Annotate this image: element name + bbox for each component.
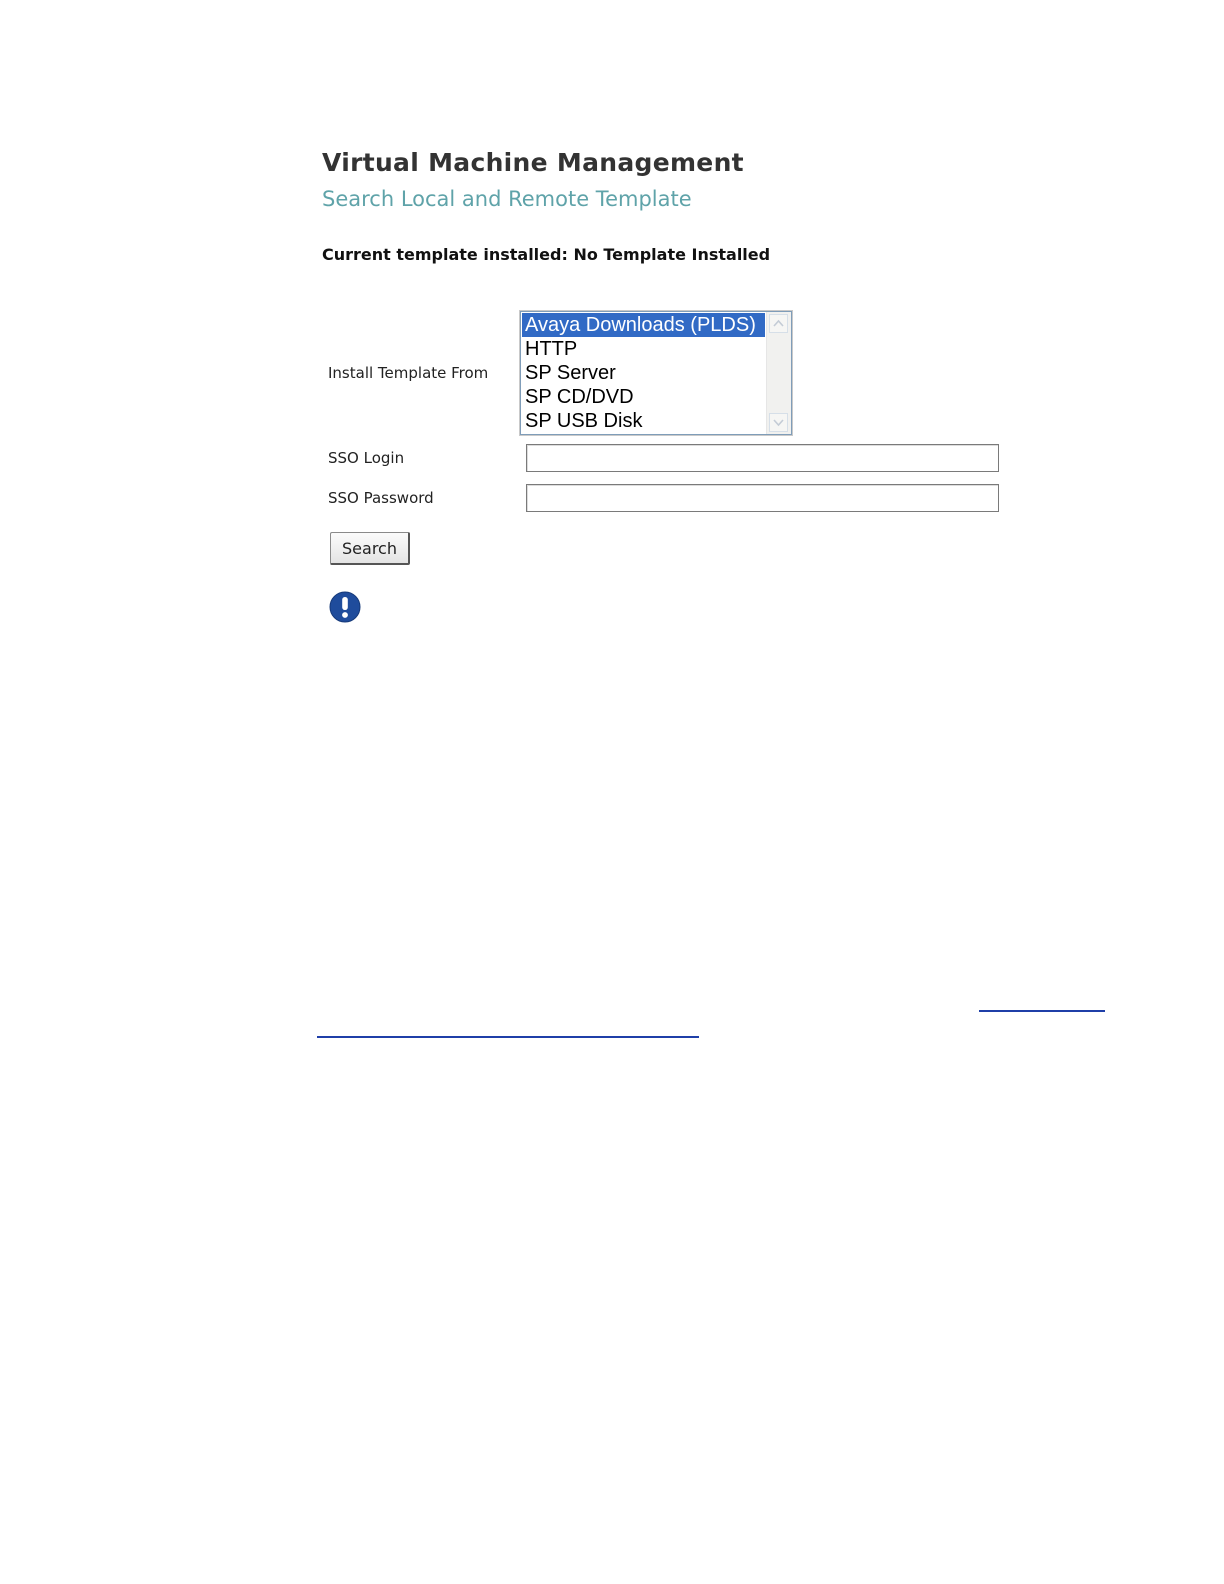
vm-management-panel: [318, 142, 1002, 642]
option-avaya-downloads[interactable]: Avaya Downloads (PLDS): [522, 313, 765, 337]
install-source-listbox[interactable]: [520, 311, 792, 435]
sso-login-label: SSO Login: [328, 449, 405, 467]
option-sp-server[interactable]: SP Server: [525, 362, 616, 384]
install-template-from-label: Install Template From: [328, 364, 489, 382]
install-source-options: [522, 313, 765, 433]
scroll-up-button[interactable]: [769, 314, 788, 333]
link-underline-segment[interactable]: [979, 1010, 1105, 1012]
sso-password-label: SSO Password: [328, 489, 434, 507]
page-title: Virtual Machine Management: [322, 148, 744, 177]
option-sp-cd-dvd[interactable]: SP CD/DVD: [525, 386, 634, 408]
chevron-up-icon: [770, 315, 787, 332]
sso-password-input[interactable]: [526, 484, 999, 512]
search-button[interactable]: Search: [330, 532, 410, 565]
sso-login-input[interactable]: [526, 444, 999, 472]
listbox-scrollbar[interactable]: [766, 312, 791, 434]
current-template-status: Current template installed: No Template Installed: [322, 245, 771, 264]
link-underline-segment[interactable]: [317, 1036, 699, 1038]
page-subtitle: Search Local and Remote Template: [322, 187, 692, 211]
exclamation-circle-icon: [329, 591, 361, 623]
option-http[interactable]: HTTP: [525, 338, 578, 360]
chevron-down-icon: [770, 414, 787, 431]
scroll-down-button[interactable]: [769, 413, 788, 432]
option-sp-usb-disk[interactable]: SP USB Disk: [525, 410, 643, 432]
